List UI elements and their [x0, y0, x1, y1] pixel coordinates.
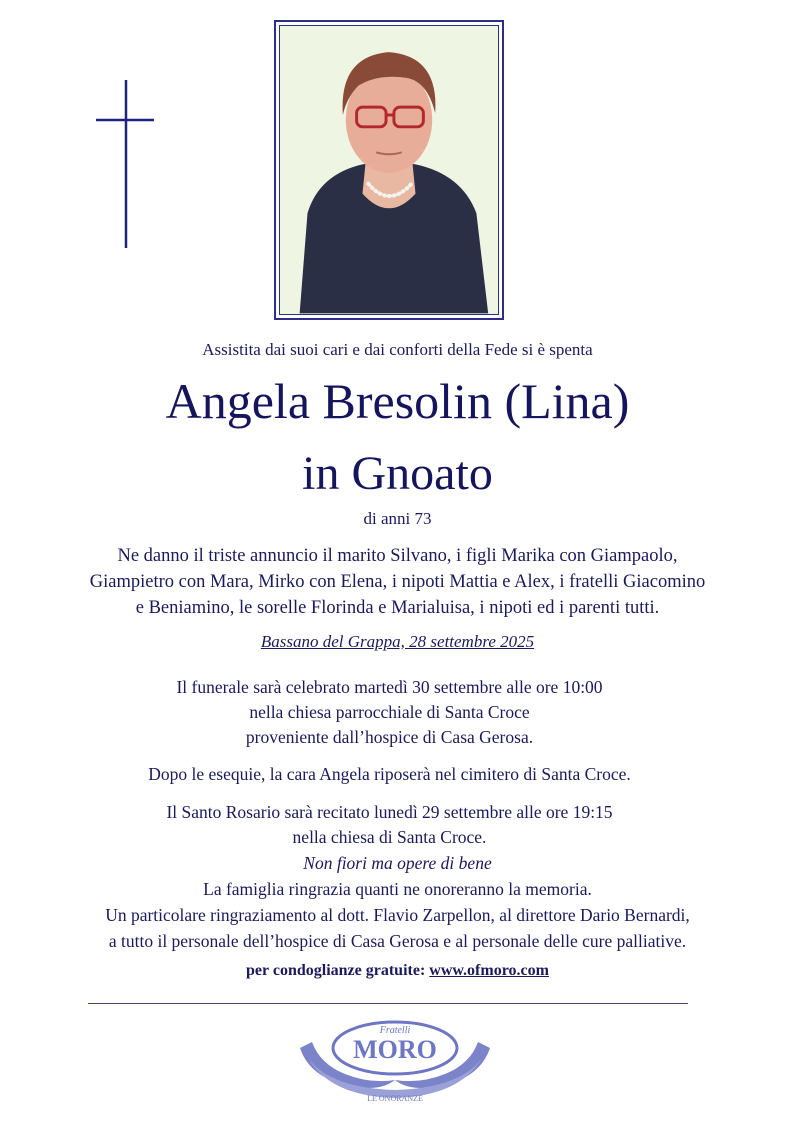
burial-info — [0, 762, 787, 787]
logo-main-text: MORO — [353, 1035, 437, 1064]
logo-sub-text: LE ONORANZE — [367, 1094, 423, 1103]
announcement — [0, 543, 795, 621]
condolences — [0, 962, 795, 980]
moro-logo — [300, 1018, 490, 1104]
cross-icon — [96, 80, 156, 250]
thanks-line: La famiglia ringrazia quanti ne onoreranno la memoria. — [203, 879, 592, 899]
announcement-line: Giampietro con Mara, Mirko con Elena, i nipoti Mattia e Alex, i fratelli Giacomino — [89, 572, 706, 592]
announcement-line: e Beniamino, le sorelle Florinda e Marialuisa, i nipoti ed i parenti tutti. — [135, 598, 660, 618]
funeral-line: nella chiesa parrocchiale di Santa Croce — [249, 702, 530, 722]
place-date-text: Bassano del Grappa, 28 settembre 2025 — [260, 632, 535, 651]
married-name: in Gnoato — [302, 447, 493, 500]
portrait-frame — [274, 20, 504, 320]
logo-top-text: Fratelli — [379, 1025, 411, 1036]
place-date — [0, 632, 795, 652]
divider — [88, 1003, 688, 1004]
thanks-block — [0, 850, 795, 954]
rosary-info — [0, 800, 787, 850]
rosary-line: Il Santo Rosario sarà recitato lunedì 29 settembre alle ore 19:15 — [166, 802, 613, 822]
age-text: di anni 73 — [363, 509, 432, 528]
announcement-line: Ne danno il triste annuncio il marito Silvano, i figli Marika con Giampaolo, — [117, 546, 678, 566]
intro-text: Assistita dai suoi cari e dai conforti della Fede si è spenta — [202, 340, 593, 359]
condolences-label: per condoglianze gratuite: — [246, 962, 430, 979]
thanks-line: Un particolare ringraziamento al dott. Flavio Zarpellon, al direttore Dario Bernardi, — [105, 905, 690, 925]
funeral-line: proveniente dall’hospice di Casa Gerosa. — [245, 727, 534, 747]
portrait-photo — [279, 25, 499, 315]
thanks-line: a tutto il personale dell’hospice di Casa Gerosa e al personale delle cure palliative. — [108, 931, 687, 951]
burial-line: Dopo le esequie, la cara Angela riposerà nel cimitero di Santa Croce. — [148, 764, 631, 784]
rosary-line: nella chiesa di Santa Croce. — [292, 827, 487, 847]
condolences-link[interactable]: www.ofmoro.com — [429, 962, 549, 979]
flowers-note: Non fiori ma opere di bene — [303, 853, 492, 873]
funeral-line: Il funerale sarà celebrato martedì 30 settembre alle ore 10:00 — [176, 677, 603, 697]
deceased-name: Angela Bresolin (Lina) — [165, 373, 630, 429]
funeral-info — [0, 675, 787, 750]
